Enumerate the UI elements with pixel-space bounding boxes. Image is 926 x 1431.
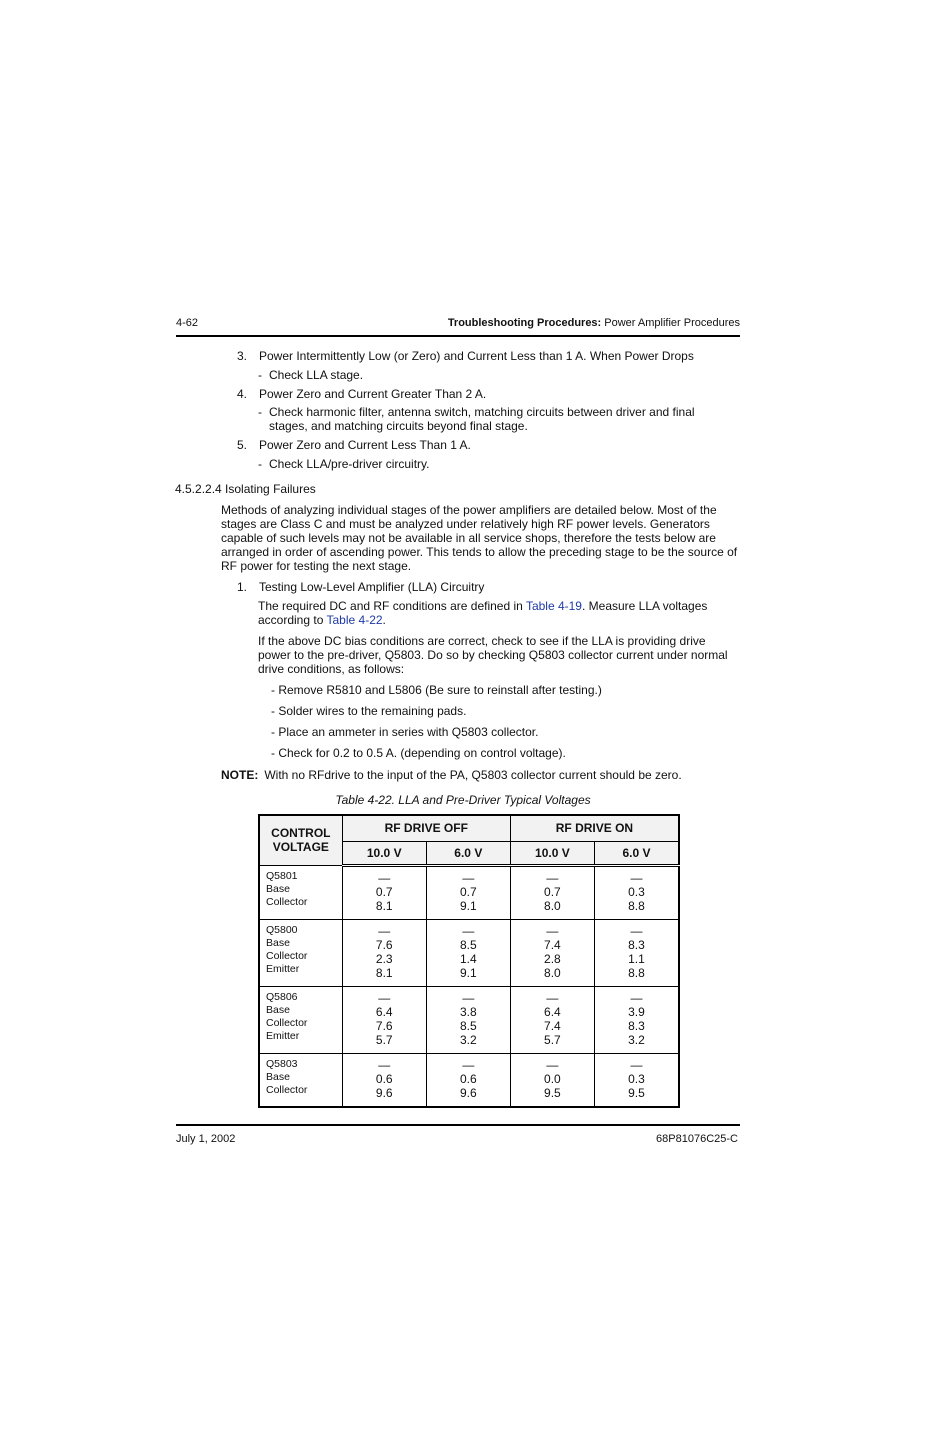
step-title: 1. Testing Low-Level Amplifier (LLA) Circuitry <box>237 580 485 594</box>
running-header-rest: Power Amplifier Procedures <box>601 317 740 329</box>
voltage-value: 9.5 <box>544 1085 561 1100</box>
component-label: Collector <box>266 1016 308 1029</box>
voltage-value: 3.2 <box>459 1032 477 1047</box>
component-label-cell <box>259 1053 342 1107</box>
voltage-value: 9.6 <box>375 1085 393 1100</box>
voltage-cell <box>426 1053 510 1107</box>
component-label: Base <box>266 1070 290 1083</box>
table-row <box>259 986 679 1053</box>
voltage-cell <box>594 1053 679 1107</box>
voltage-value: — <box>546 870 559 885</box>
table-body <box>259 865 679 1107</box>
voltage-value: — <box>378 990 391 1005</box>
voltage-value: 1.4 <box>459 951 477 966</box>
voltage-value: — <box>462 990 475 1005</box>
voltage-value: — <box>462 870 475 885</box>
voltage-cell <box>510 986 594 1053</box>
sub-item: - Check LLA/pre-driver circuitry. <box>258 457 430 471</box>
running-header-bold: Troubleshooting Procedures: <box>447 317 602 329</box>
voltage-value: 0.3 <box>628 1071 645 1086</box>
component-label-cell <box>259 986 342 1053</box>
table-row <box>259 1053 679 1107</box>
step-paragraph-1: The required DC and RF conditions are defined in Table 4-19. Measure LLA voltages according to Table 4-22. <box>258 599 708 627</box>
voltage-value: 7.6 <box>375 937 393 952</box>
voltage-cell <box>594 986 679 1053</box>
component-label-cell <box>259 865 342 919</box>
voltage-value: 8.5 <box>459 937 477 952</box>
voltage-value: 8.8 <box>628 965 645 980</box>
voltage-cell <box>594 919 679 986</box>
voltage-cell <box>594 865 679 919</box>
voltage-value: 3.2 <box>628 1032 645 1047</box>
component-label: Base <box>266 882 290 895</box>
component-label: Emitter <box>266 1029 300 1042</box>
voltage-value: 9.6 <box>459 1085 477 1100</box>
voltage-cell <box>342 865 426 919</box>
voltage-cell <box>342 919 426 986</box>
sub-item: - Check LLA stage. <box>258 368 364 382</box>
table-row <box>259 865 679 919</box>
voltage-cell <box>342 1053 426 1107</box>
voltage-value: 8.1 <box>375 965 393 980</box>
voltage-cell <box>510 865 594 919</box>
voltage-value: 0.7 <box>459 884 477 899</box>
component-label: Collector <box>266 895 308 908</box>
voltage-subheader: 6.0 V <box>594 841 679 865</box>
voltage-cell <box>426 986 510 1053</box>
voltage-value: 8.3 <box>628 937 645 952</box>
bullet-item: - Solder wires to the remaining pads. <box>271 704 467 718</box>
bullet-item: - Remove R5810 and L5806 (Be sure to reinstall after testing.) <box>271 683 602 697</box>
component-label: Base <box>266 936 290 949</box>
voltage-value: 3.9 <box>628 1004 645 1019</box>
voltage-cell <box>510 919 594 986</box>
voltage-value: 2.8 <box>544 951 561 966</box>
table-4-22-link[interactable]: Table 4-22 <box>326 613 383 627</box>
note-label: NOTE: <box>221 768 259 782</box>
voltage-value: — <box>546 1057 559 1072</box>
section-heading: 4.5.2.2.4 Isolating Failures <box>175 482 316 496</box>
voltage-cell <box>426 865 510 919</box>
voltage-value: 0.6 <box>459 1071 477 1086</box>
list-item: 4. Power Zero and Current Greater Than 2 A. <box>237 387 487 401</box>
voltage-value: 0.6 <box>375 1071 393 1086</box>
rf-drive-on-header: RF DRIVE ON <box>510 815 679 841</box>
table-caption: Table 4-22. LLA and Pre-Driver Typical Voltages <box>335 793 591 807</box>
voltage-value: — <box>546 990 559 1005</box>
voltage-table <box>258 814 680 1108</box>
voltage-value: — <box>630 990 643 1005</box>
running-header <box>448 317 740 329</box>
component-label: Collector <box>266 1083 308 1096</box>
component-label: Q5800 <box>266 923 298 936</box>
voltage-value: 0.7 <box>544 884 561 899</box>
voltage-value: — <box>462 923 475 938</box>
intro-paragraph: Methods of analyzing individual stages of the power amplifiers are detailed below. Most of the stages are Class C and must be analyzed under relatively high RF power levels. Generators capable of such levels may not be available in all service shops, therefore the tests below are arranged in order of ascending power. This tends to allow the preceding stage to be the source of RF power for testing the next stage. <box>221 503 738 573</box>
voltage-subheader: 6.0 V <box>426 841 510 865</box>
voltage-value: 7.4 <box>544 937 561 952</box>
footer-doc-number: 68P81076C25-C <box>656 1133 738 1145</box>
voltage-value: 8.5 <box>459 1018 477 1033</box>
voltage-cell <box>510 1053 594 1107</box>
voltage-value: 6.4 <box>375 1004 393 1019</box>
table-row <box>259 919 679 986</box>
footer-rule <box>176 1124 740 1126</box>
page-number: 4-62 <box>176 317 199 329</box>
voltage-value: 8.0 <box>544 965 561 980</box>
component-label: Emitter <box>266 962 300 975</box>
voltage-value: — <box>630 923 643 938</box>
table-4-19-link[interactable]: Table 4-19 <box>525 599 582 613</box>
voltage-cell <box>426 919 510 986</box>
voltage-value: 0.3 <box>628 884 645 899</box>
voltage-value: 0.0 <box>544 1071 561 1086</box>
voltage-value: — <box>630 1057 643 1072</box>
voltage-value: 0.7 <box>375 884 393 899</box>
voltage-value: — <box>378 870 391 885</box>
step-paragraph-2: If the above DC bias conditions are correct, check to see if the LLA is providing drive power to the pre-driver, Q5803. Do so by checking Q5803 collector current under normal drive conditions, as follows: <box>258 634 728 676</box>
voltage-value: 7.4 <box>544 1018 561 1033</box>
note <box>221 768 682 782</box>
voltage-value: 5.7 <box>375 1032 393 1047</box>
voltage-value: 1.1 <box>628 951 645 966</box>
voltage-value: 8.1 <box>375 898 393 913</box>
rf-drive-off-header: RF DRIVE OFF <box>342 815 510 841</box>
voltage-value: — <box>462 1057 475 1072</box>
voltage-value: 7.6 <box>375 1018 393 1033</box>
voltage-value: — <box>630 870 643 885</box>
voltage-value: — <box>378 1057 391 1072</box>
voltage-value: 6.4 <box>544 1004 561 1019</box>
note-text: With no RFdrive to the input of the PA, Q5803 collector current should be zero. <box>264 768 682 782</box>
voltage-value: 2.3 <box>375 951 393 966</box>
component-label: Base <box>266 1003 290 1016</box>
bullet-item: - Place an ammeter in series with Q5803 collector. <box>271 725 539 739</box>
component-label: Collector <box>266 949 308 962</box>
sub-item: - Check harmonic filter, antenna switch, matching circuits between driver and final stages, and matching circuits beyond final stage. <box>258 405 695 433</box>
component-label: Q5801 <box>266 869 298 882</box>
voltage-subheader: 10.0 V <box>342 841 426 865</box>
footer-date: July 1, 2002 <box>176 1133 236 1145</box>
voltage-value: 8.8 <box>628 898 645 913</box>
component-label: Q5803 <box>266 1057 298 1070</box>
voltage-value: 9.1 <box>459 965 477 980</box>
component-label: Q5806 <box>266 990 298 1003</box>
voltage-value: 5.7 <box>544 1032 561 1047</box>
voltage-value: 9.1 <box>459 898 477 913</box>
voltage-value: 9.5 <box>628 1085 645 1100</box>
voltage-value: 3.8 <box>459 1004 477 1019</box>
bullet-item: - Check for 0.2 to 0.5 A. (depending on control voltage). <box>271 746 566 760</box>
list-item: 5. Power Zero and Current Less Than 1 A. <box>237 438 471 452</box>
voltage-value: 8.3 <box>628 1018 645 1033</box>
voltage-cell <box>342 986 426 1053</box>
component-label-cell <box>259 919 342 986</box>
list-item: 3. Power Intermittently Low (or Zero) and Current Less than 1 A. When Power Drops <box>237 349 694 363</box>
voltage-subheader: 10.0 V <box>510 841 594 865</box>
control-voltage-header: CONTROL VOLTAGE <box>259 815 342 865</box>
voltage-value: — <box>378 923 391 938</box>
voltage-value: 8.0 <box>544 898 561 913</box>
voltage-value: — <box>546 923 559 938</box>
header-rule <box>176 335 740 337</box>
